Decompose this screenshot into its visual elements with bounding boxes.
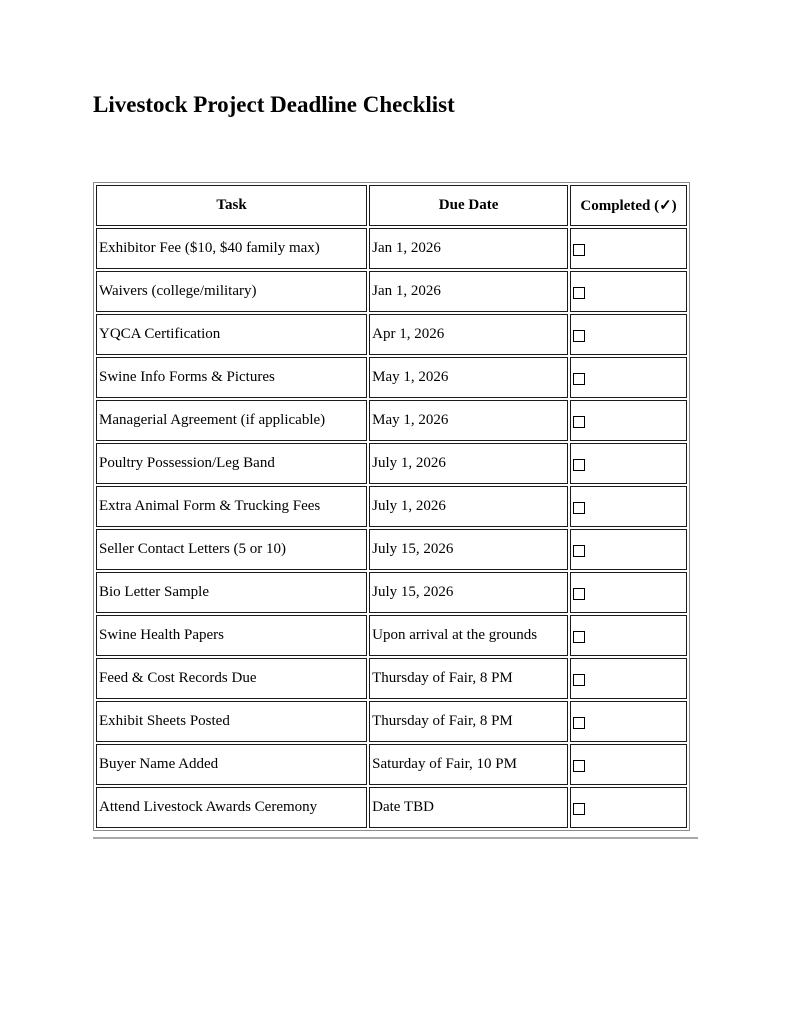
task-cell: Buyer Name Added xyxy=(96,744,367,785)
deadline-checklist-table xyxy=(93,182,690,831)
checkbox-unchecked-icon[interactable] xyxy=(573,502,585,514)
completed-cell xyxy=(570,529,687,570)
due-date-cell: Saturday of Fair, 10 PM xyxy=(369,744,568,785)
completed-cell xyxy=(570,314,687,355)
task-cell: Seller Contact Letters (5 or 10) xyxy=(96,529,367,570)
checkbox-unchecked-icon[interactable] xyxy=(573,674,585,686)
table-row xyxy=(96,529,687,570)
task-cell: Attend Livestock Awards Ceremony xyxy=(96,787,367,828)
checkbox-unchecked-icon[interactable] xyxy=(573,459,585,471)
table-row xyxy=(96,400,687,441)
completed-cell xyxy=(570,443,687,484)
checkbox-unchecked-icon[interactable] xyxy=(573,803,585,815)
task-cell: Extra Animal Form & Trucking Fees xyxy=(96,486,367,527)
header-completed: Completed (✓) xyxy=(570,185,687,226)
completed-cell xyxy=(570,228,687,269)
due-date-cell: July 15, 2026 xyxy=(369,572,568,613)
checkbox-unchecked-icon[interactable] xyxy=(573,545,585,557)
completed-cell xyxy=(570,357,687,398)
table-row xyxy=(96,787,687,828)
task-cell: Swine Health Papers xyxy=(96,615,367,656)
table-row xyxy=(96,658,687,699)
due-date-cell: July 1, 2026 xyxy=(369,443,568,484)
table-row xyxy=(96,615,687,656)
page-title: Livestock Project Deadline Checklist xyxy=(93,92,455,117)
completed-cell xyxy=(570,658,687,699)
table-row xyxy=(96,486,687,527)
checkbox-unchecked-icon[interactable] xyxy=(573,588,585,600)
checkbox-unchecked-icon[interactable] xyxy=(573,631,585,643)
due-date-cell: May 1, 2026 xyxy=(369,400,568,441)
task-cell: Swine Info Forms & Pictures xyxy=(96,357,367,398)
completed-cell xyxy=(570,787,687,828)
due-date-cell: Jan 1, 2026 xyxy=(369,228,568,269)
checkbox-unchecked-icon[interactable] xyxy=(573,760,585,772)
completed-cell xyxy=(570,615,687,656)
due-date-cell: July 1, 2026 xyxy=(369,486,568,527)
completed-cell xyxy=(570,271,687,312)
task-cell: Waivers (college/military) xyxy=(96,271,367,312)
table-row xyxy=(96,271,687,312)
table-row xyxy=(96,443,687,484)
horizontal-rule xyxy=(93,837,698,839)
header-due-date: Due Date xyxy=(369,185,568,226)
due-date-cell: Upon arrival at the grounds xyxy=(369,615,568,656)
checkbox-unchecked-icon[interactable] xyxy=(573,373,585,385)
task-cell: Bio Letter Sample xyxy=(96,572,367,613)
table-row xyxy=(96,228,687,269)
table-row xyxy=(96,572,687,613)
due-date-cell: July 15, 2026 xyxy=(369,529,568,570)
due-date-cell: Thursday of Fair, 8 PM xyxy=(369,658,568,699)
task-cell: Poultry Possession/Leg Band xyxy=(96,443,367,484)
due-date-cell: Date TBD xyxy=(369,787,568,828)
table-row xyxy=(96,357,687,398)
completed-cell xyxy=(570,400,687,441)
due-date-cell: Jan 1, 2026 xyxy=(369,271,568,312)
checkbox-unchecked-icon[interactable] xyxy=(573,244,585,256)
completed-cell xyxy=(570,744,687,785)
table-row xyxy=(96,701,687,742)
completed-cell xyxy=(570,701,687,742)
table-row xyxy=(96,314,687,355)
checkbox-unchecked-icon[interactable] xyxy=(573,287,585,299)
checkbox-unchecked-icon[interactable] xyxy=(573,330,585,342)
completed-cell xyxy=(570,572,687,613)
completed-cell xyxy=(570,486,687,527)
due-date-cell: May 1, 2026 xyxy=(369,357,568,398)
task-cell: Exhibit Sheets Posted xyxy=(96,701,367,742)
checklist-rows xyxy=(96,228,687,828)
task-cell: YQCA Certification xyxy=(96,314,367,355)
header-task: Task xyxy=(96,185,367,226)
task-cell: Feed & Cost Records Due xyxy=(96,658,367,699)
task-cell: Exhibitor Fee ($10, $40 family max) xyxy=(96,228,367,269)
due-date-cell: Thursday of Fair, 8 PM xyxy=(369,701,568,742)
due-date-cell: Apr 1, 2026 xyxy=(369,314,568,355)
task-cell: Managerial Agreement (if applicable) xyxy=(96,400,367,441)
checkbox-unchecked-icon[interactable] xyxy=(573,717,585,729)
checkbox-unchecked-icon[interactable] xyxy=(573,416,585,428)
table-header-row xyxy=(96,185,687,226)
table-row xyxy=(96,744,687,785)
